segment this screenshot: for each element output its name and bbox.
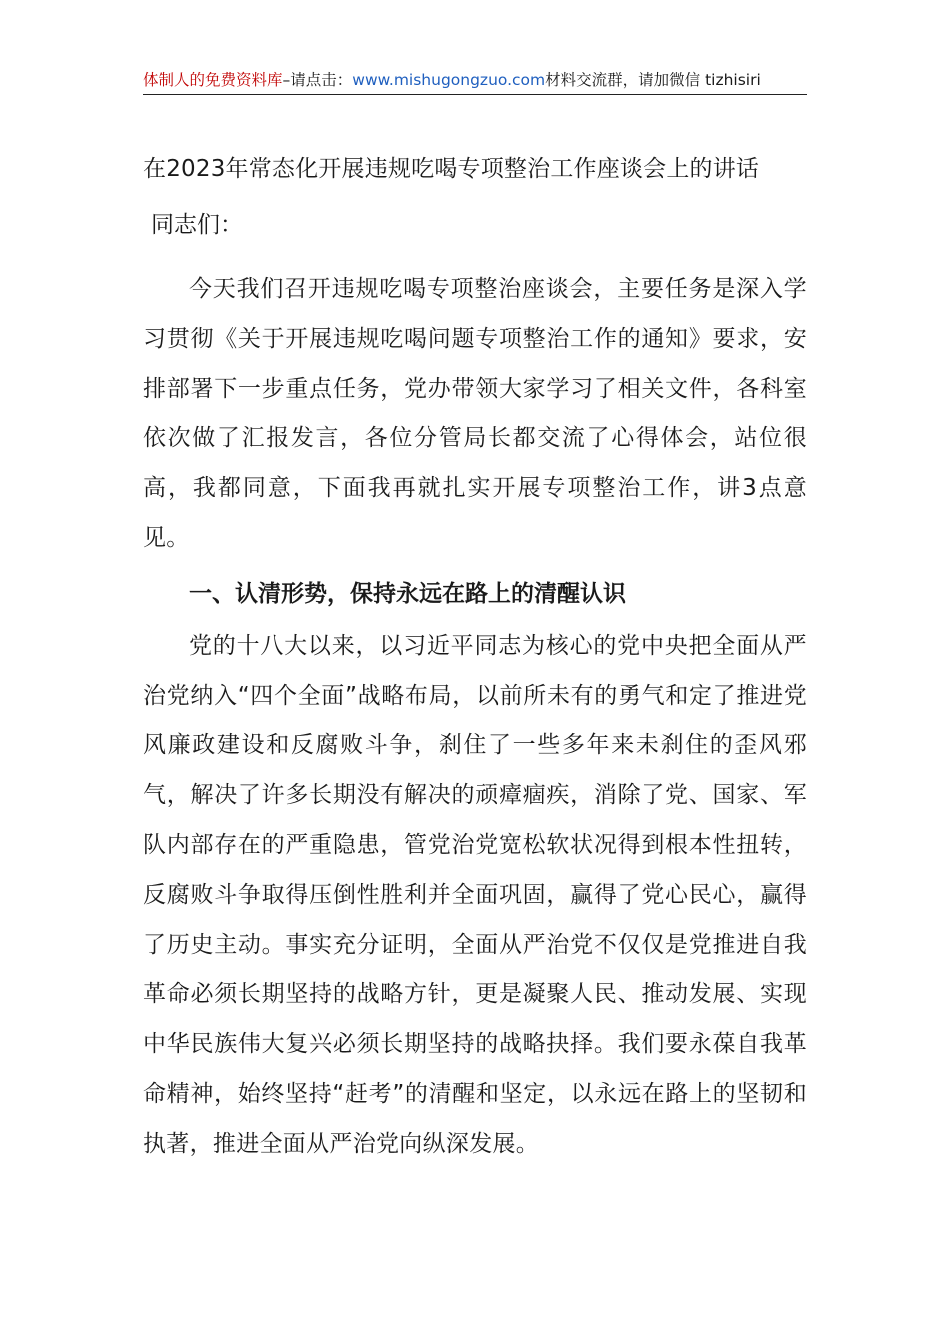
paragraph-intro: 今天我们召开违规吃喝专项整治座谈会，主要任务是深入学习贯彻《关于开展违规吃喝问题专项整治工作的通知》要求，安排部署下一步重点任务，党办带领大家学习了相关文件，各科室依次做了汇报发言，各位分管局长都交流了心得体会，站位很高，我都同意，下面我再就扎实开展专项整治工作，讲3点意见。: [143, 276, 807, 551]
paragraph-section-1: 党的十八大以来，以习近平同志为核心的党中央把全面从严治党纳入“四个全面”战略布局，以前所未有的勇气和定了推进党风廉政建设和反腐败斗争，刹住了一些多年来未刹住的歪风邪气，解决了许多长期没有解决的顽瘴痼疾，消除了党、国家、军队内部存在的严重隐患，管党治党宽松软状况得到根本性扭转，反腐败斗争取得压倒性胜利并全面巩固，赢得了党心民心，赢得了历史主动。事实充分证明，全面从严治党不仅仅是党推进自我革命必须长期坚持的战略方针，更是凝聚人民、推动发展、实现中华民族伟大复兴必须长期坚持的战略抉择。我们要永葆自我革命精神，始终坚持“赶考”的清醒和坚定，以永远在路上的坚韧和执著，推进全面从严治党向纵深发展。: [143, 632, 807, 1157]
document-body: [143, 145, 807, 1170]
page-header: [143, 66, 807, 95]
header-separator: –请点击：: [282, 71, 353, 89]
header-contact-text: 材料交流群，请加微信 tizhisiri: [545, 71, 761, 89]
section-heading-1: 一、认清形势，保持永远在路上的清醒认识: [189, 580, 626, 607]
header-url-link[interactable]: www.mishugongzuo.com: [352, 71, 546, 89]
header-brand: 体制人的免费资料库: [143, 71, 283, 89]
greeting: 同志们：: [151, 212, 243, 238]
document-title: 在2023年常态化开展违规吃喝专项整治工作座谈会上的讲话: [143, 156, 760, 182]
